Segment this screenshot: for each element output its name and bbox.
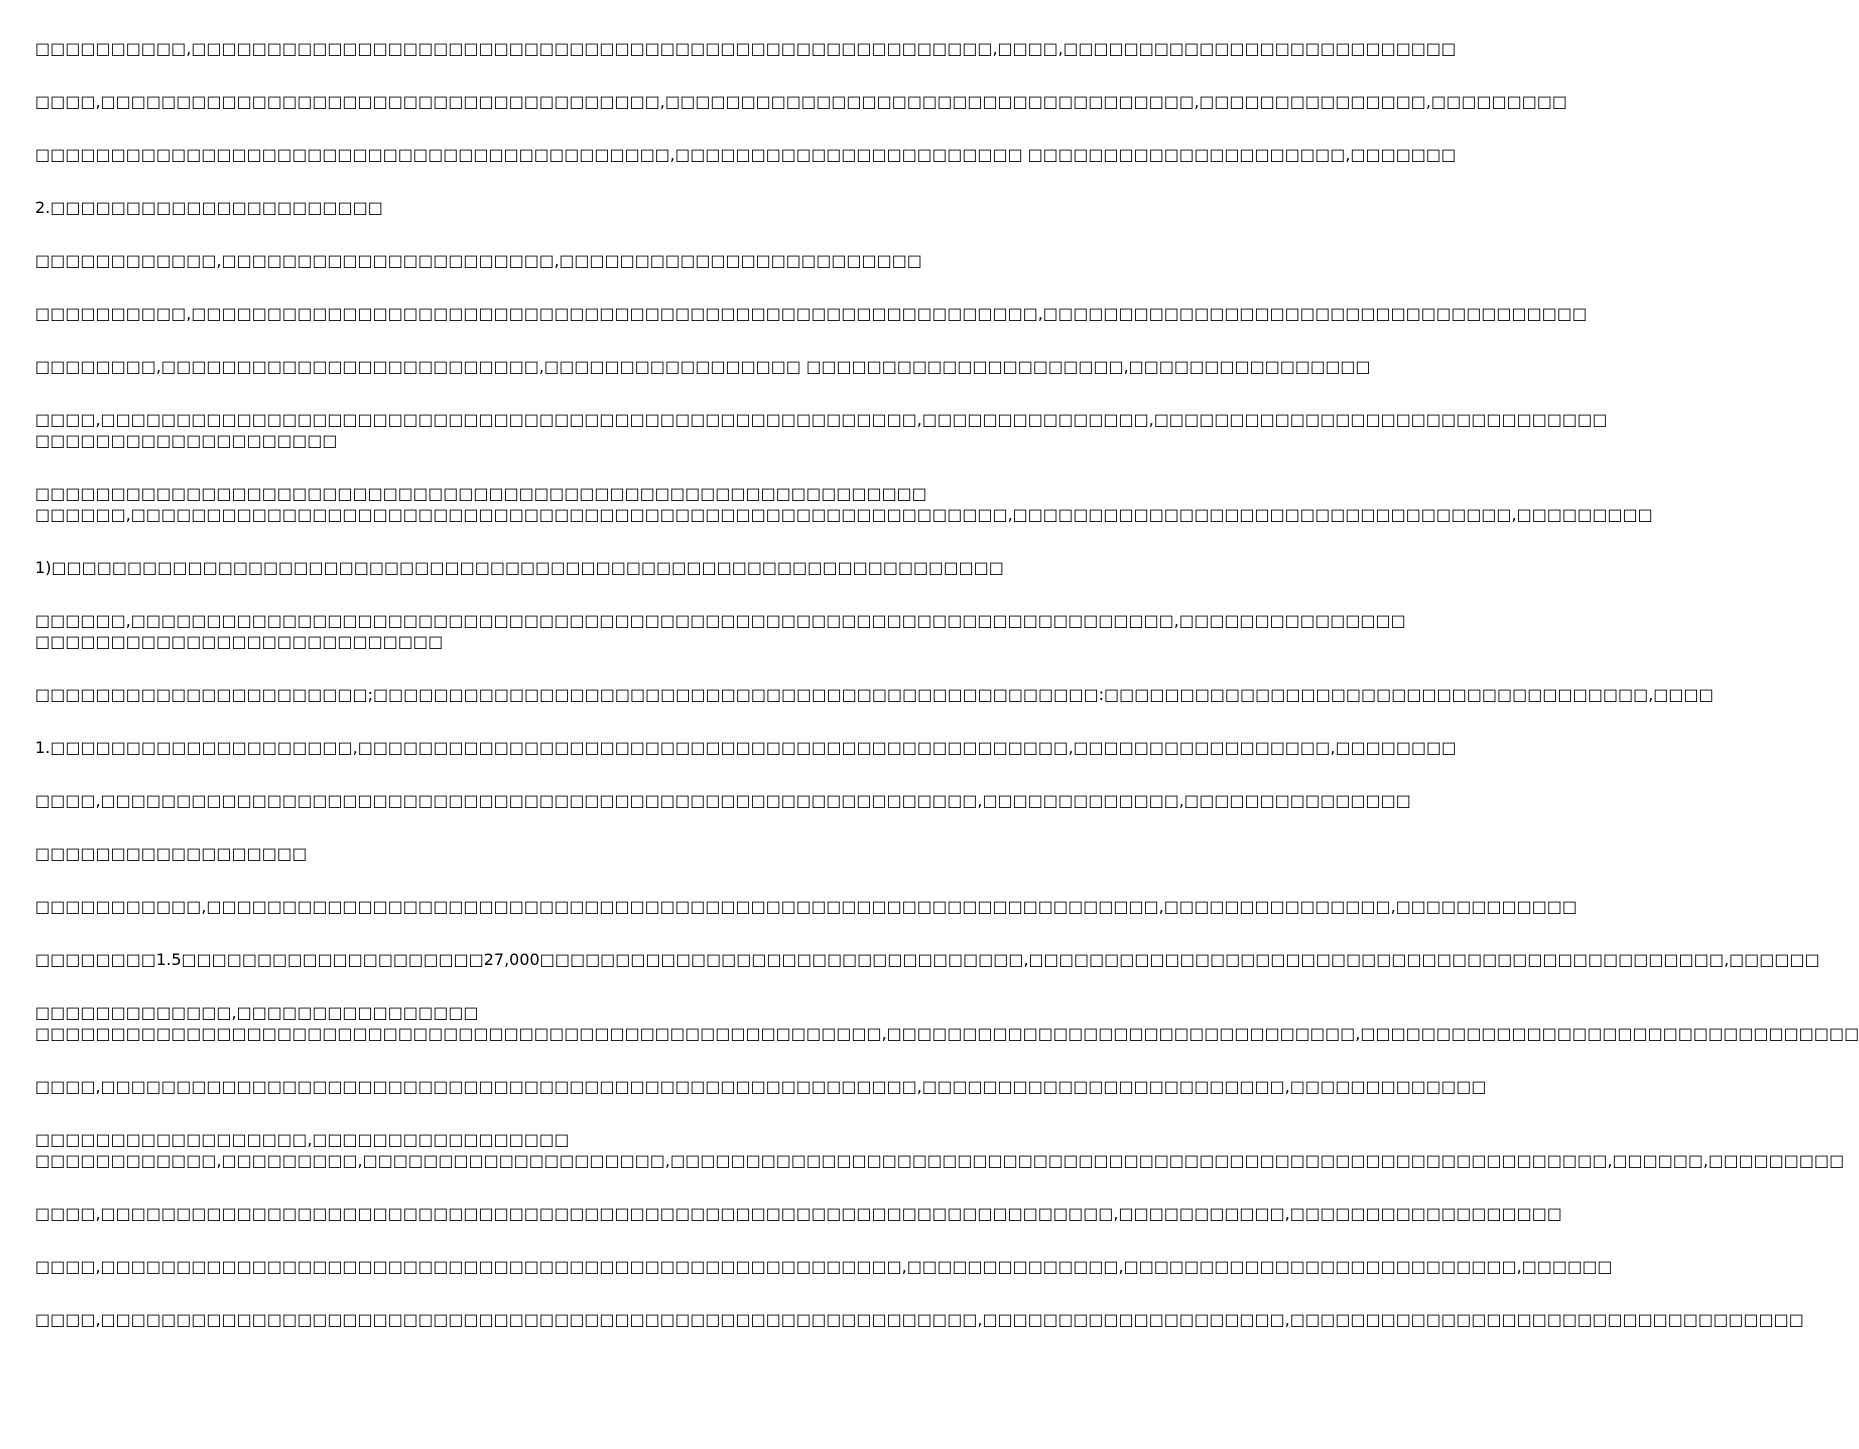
paragraph: [35, 144, 1457, 165]
paragraph: [35, 1076, 1487, 1097]
document-body: [35, 38, 1859, 1362]
paragraph: [35, 1203, 1562, 1224]
text-line: 1.□□□□□□□□□□□□□□□□□□□□,□□□□□□□□□□□□□□□□□□□□□□□□□□□□□□□□□□□□□□□□□□□□□□□,□□□□□□□□□□□□□□□□□,□□□□□□□□: [35, 738, 1457, 757]
paragraph: [35, 896, 1578, 917]
text-line: □□□□□□□□□□□□□□□□□□□□□□□□□□□□□□□□□□□□□□□□□□□□□□□□□□□□□□□□□□□: [35, 484, 927, 503]
text-line: □□□□,□□□□□□□□□□□□□□□□□□□□□□□□□□□□□□□□□□□□□□□□□□□□□□□□□□□□□□,□□□□□□□□□□□□□□□,□□□□□□□□□□□□□□□□□□□□□□□□□□□□□□: [35, 410, 1608, 429]
text-line: □□□□□□□□□□□□□□□□□□□□: [35, 431, 338, 450]
text-line: □□□□□□□□□□□□□□□□□□□□□□□□□□□□□□□□□□□□□□□□□□□□□□□□□□□□□□□□,□□□□□□□□□□□□□□□□□□□□□□□□□□□□□□□,□□□□□□□□□□□□□□□□□□□□□□□□□□□□□□□□□: [35, 1024, 1859, 1043]
text-line: □□□□□□□□□□□□□,□□□□□□□□□□□□□□□□: [35, 1003, 479, 1022]
text-line: □□□□□□□□□□□□□□□□□□□□□□;□□□□□□□□□□□□□□□□□□□□□□□□□□□□□□□□□□□□□□□□□□□□□□□□:□□□□□□□□□□□□□□□□□□□□□□□□□□□□□□□□□□□□,□□□□: [35, 685, 1714, 704]
paragraph: [35, 1002, 1859, 1044]
text-line: □□□□□□□□□□□□□□□□□□□□□□□□□□□: [35, 632, 444, 651]
text-line: □□□□,□□□□□□□□□□□□□□□□□□□□□□□□□□□□□□□□□□□□□,□□□□□□□□□□□□□□□□□□□□□□□□□□□□□□□□□□□,□□□□□□□□□□□□□□□,□□□□□□□□□: [35, 92, 1568, 111]
text-line: □□□□,□□□□□□□□□□□□□□□□□□□□□□□□□□□□□□□□□□□□□□□□□□□□□□□□□□□□□,□□□□□□□□□□□□□□,□□□□□□□□□□□□□□□□□□□□□□□□□□,□□□□□□: [35, 1257, 1613, 1276]
paragraph: [35, 843, 990, 864]
paragraph: [35, 684, 1714, 705]
text-line: □□□□□□□□□□,□□□□□□□□□□□□□□□□□□□□□□□□□□□□□□□□□□□□□□□□□□□□□□□□□□□□□,□□□□,□□□□□□□□□□□□□□□□□□□□□□□□□□: [35, 39, 1457, 58]
text-line: □□□□,□□□□□□□□□□□□□□□□□□□□□□□□□□□□□□□□□□□□□□□□□□□□□□□□□□□□□□□□□□,□□□□□□□□□□□□□,□□□□□□□□□□□□□□□: [35, 791, 1411, 810]
paragraph: [35, 610, 1406, 652]
paragraph: [35, 91, 1568, 112]
text-line: 1)□□□□□□□□□□□□□□□□□□□□□□□□□□□□□□□□□□□□□□□□□□□□□□□□□□□□□□□□□□□□□□□: [35, 558, 1004, 577]
text-line: □□□□□□□□□□□□□□□□□□,□□□□□□□□□□□□□□□□□: [35, 1130, 570, 1149]
paragraph: [35, 1256, 1613, 1277]
text-line: □□□□□□□□□□□,□□□□□□□□□□□□□□□□□□□□□□□□□□□□□□□□□□□□□□□□□□□□□□□□□□□□□□□□□□□□□□□,□□□□□□□□□□□□□□□,□□□□□□□□□□□□: [35, 897, 1578, 916]
paragraph: [35, 1129, 1845, 1171]
paragraph: [35, 303, 1588, 324]
paragraph: [35, 737, 1457, 758]
paragraph: [35, 250, 990, 271]
paragraph: [35, 38, 1457, 59]
text-line: 2.□□□□□□□□□□□□□□□□□□□□□□: [35, 198, 383, 217]
text-line: □□□□□□□□□□□□□□□□□□: [35, 844, 308, 863]
paragraph: [35, 949, 1820, 970]
text-line: □□□□□□□□□□□□,□□□□□□□□□,□□□□□□□□□□□□□□□□□□□□,□□□□□□□□□□□□□□□□□□□□□□□□□□□□□□□□□□□□□□□□□□□□□□□□□□□□□□□□□□□□□□,□□□□□□,□□□□□□□□□: [35, 1151, 1845, 1170]
paragraph: [35, 356, 1371, 377]
paragraph: [35, 1309, 1804, 1330]
text-line: □□□□□□□□1.5□□□□□□□□□□□□□□□□□□□□27,000□□□□□□□□□□□□□□□□□□□□□□□□□□□□□□□□,□□□□□□□□□□□□□□□□□□□□□□□□□□□□□□□□□□□□□□□□□□□□□□,□□□□□□: [35, 950, 1820, 969]
text-line: □□□□□□□□□□□□□□□□□□□□□□□□□□□□□□□□□□□□□□□□□□,□□□□□□□□□□□□□□□□□□□□□□□ □□□□□□□□□□□□□□□□□□□□□,□□□□□□□: [35, 145, 1457, 164]
paragraph: [35, 197, 990, 218]
paragraph: [35, 790, 1411, 811]
text-line: □□□□□□,□□□□□□□□□□□□□□□□□□□□□□□□□□□□□□□□□□□□□□□□□□□□□□□□□□□□□□□□□□,□□□□□□□□□□□□□□□□□□□□□□□□□□□□□□□□□,□□□□□□□□□: [35, 505, 1653, 524]
text-line: □□□□□□,□□□□□□□□□□□□□□□□□□□□□□□□□□□□□□□□□□□□□□□□□□□□□□□□□□□□□□□□□□□□□□□□□□□□□,□□□□□□□□□□□□□□□: [35, 611, 1406, 630]
text-line: □□□□□□□□□□□□,□□□□□□□□□□□□□□□□□□□□□□,□□□□□□□□□□□□□□□□□□□□□□□□: [35, 251, 922, 270]
paragraph: [35, 483, 1653, 525]
paragraph: [35, 557, 1004, 578]
text-line: □□□□,□□□□□□□□□□□□□□□□□□□□□□□□□□□□□□□□□□□□□□□□□□□□□□□□□□□□□□□□□□,□□□□□□□□□□□□□□□□□□□□,□□□□□□□□□□□□□□□□□□□□□□□□□□□□□□□□□□: [35, 1310, 1804, 1329]
text-line: □□□□,□□□□□□□□□□□□□□□□□□□□□□□□□□□□□□□□□□□□□□□□□□□□□□□□□□□□□□,□□□□□□□□□□□□□□□□□□□□□□□□,□□□□□□□□□□□□□: [35, 1077, 1487, 1096]
text-line: □□□□□□□□□□,□□□□□□□□□□□□□□□□□□□□□□□□□□□□□□□□□□□□□□□□□□□□□□□□□□□□□□□□,□□□□□□□□□□□□□□□□□□□□□□□□□□□□□□□□□□□□: [35, 304, 1588, 323]
text-line: □□□□□□□□,□□□□□□□□□□□□□□□□□□□□□□□□□,□□□□□□□□□□□□□□□□□ □□□□□□□□□□□□□□□□□□□□□,□□□□□□□□□□□□□□□□: [35, 357, 1371, 376]
text-line: □□□□,□□□□□□□□□□□□□□□□□□□□□□□□□□□□□□□□□□□□□□□□□□□□□□□□□□□□□□□□□□□□□□□□□□□,□□□□□□□□□□□,□□□□□□□□□□□□□□□□□□: [35, 1204, 1562, 1223]
paragraph: [35, 409, 1608, 451]
